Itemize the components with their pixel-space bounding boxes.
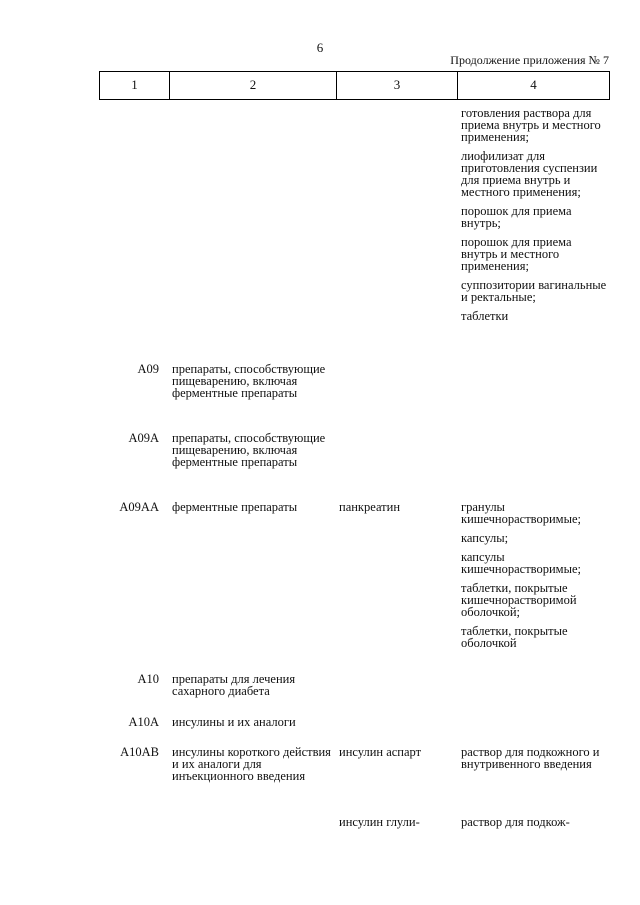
group-name: препараты для лечения сахарного диабета — [172, 672, 296, 698]
group-name: инсулины и их аналоги — [172, 715, 296, 729]
dosage-form: лиофилизат для приготовления суспензии для приема внутрь и местного применения; — [461, 149, 598, 199]
substance-name: панкреатин — [339, 500, 401, 514]
dosage-form: таблетки, покрытые оболочкой — [461, 624, 568, 650]
dosage-form: капсулы кишечнорастворимые; — [461, 550, 581, 576]
dosage-form: суппозитории вагинальные и ректальные; — [461, 278, 607, 304]
atc-code: A09 — [137, 362, 159, 376]
atc-code: A10AB — [120, 745, 159, 759]
header-col-1: 1 — [100, 72, 170, 99]
page-number: 6 — [316, 40, 324, 55]
atc-code: A09AA — [119, 500, 159, 514]
group-name: препараты, способствующие пищеварению, включая ферментные препараты — [172, 431, 326, 469]
dosage-form: таблетки — [461, 309, 509, 323]
table-header — [99, 71, 610, 100]
header-col-4: 4 — [530, 77, 537, 92]
atc-code: A09A — [128, 431, 159, 445]
dosage-form: таблетки, покрытые кишечнорастворимой оболочкой; — [461, 581, 577, 619]
dosage-form: капсулы; — [461, 531, 509, 545]
dosage-form: порошок для приема внутрь; — [461, 204, 572, 230]
substance-name: инсулин глули- — [339, 815, 420, 829]
dosage-forms — [461, 746, 609, 770]
dosage-forms — [461, 107, 609, 322]
header-col-2: 2 — [170, 72, 337, 99]
group-name: инсулины короткого действия и их аналоги для инъекционного введения — [172, 745, 331, 783]
group-name: препараты, способствующие пищеварению, включая ферментные препараты — [172, 362, 326, 400]
header-col-3: 3 — [337, 72, 458, 99]
dosage-forms — [461, 816, 609, 828]
atc-code: A10 — [137, 672, 159, 686]
dosage-form: раствор для подкожного и внутривенного введения — [461, 745, 600, 771]
dosage-form: гранулы кишечнорастворимые; — [461, 500, 581, 526]
dosage-form: порошок для приема внутрь и местного применения; — [461, 235, 572, 273]
dosage-forms — [461, 501, 609, 649]
atc-code: A10A — [128, 715, 159, 729]
group-name: ферментные препараты — [172, 500, 298, 514]
continuation-label: Продолжение приложения № 7 — [450, 53, 609, 67]
dosage-form: раствор для подкож- — [461, 815, 570, 829]
substance-name: инсулин аспарт — [339, 745, 422, 759]
dosage-form: готовления раствора для приема внутрь и местного применения; — [461, 106, 601, 144]
